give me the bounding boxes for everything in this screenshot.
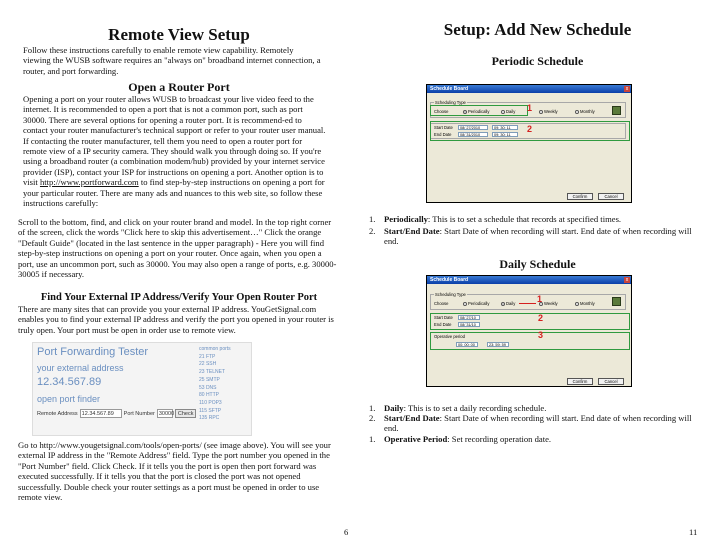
tester-title: Port Forwarding Tester xyxy=(37,346,149,358)
daily-schedule-dialog xyxy=(426,275,632,387)
scroll-instructions-paragraph: Scroll to the bottom, find, and click on your router brand and model. In the top right corner of the screen, click the words "Click here to skip this advertisement…" Click the orange "Default Guide" (located in the last sentence in the upper paragraph) - Here you will find step-by-step instructions on opening a port on your router. Once again, when you open a port, use an uncommon port, such as 30000. You may also open a range of ports, e.g. 30000-30005 if necessary. xyxy=(18,217,337,280)
external-ip-paragraph: There are many sites that can provide you your external IP address. YouGetSignal.com enables you to find your external IP address and verify the port you opened in your router is truly open. Your port must be open in order use to remote view. xyxy=(18,304,334,335)
daily-list-num-2: 2. xyxy=(369,413,376,423)
common-ports-list xyxy=(199,346,251,423)
list-term: Start/End Date xyxy=(384,226,440,236)
external-address-label: your external address xyxy=(37,363,124,373)
operative-period-checkbox[interactable]: Operative period xyxy=(434,334,465,339)
end-date-label: End Date xyxy=(434,132,452,137)
yougetsignal-paragraph: Go to http://www.yougetsignal.com/tools/open-ports/ (see image above). You will see your external IP address in the "Remote Address" field. Type the port number you opened in the "Port Number" field. Click Check. If it tells you the port is open then port forward was executed successfully. If it tells you that the port is closed the port was not opened successfully. Double check your router settings as a port must be opened in order to use remote view. xyxy=(18,440,331,503)
list-text: : Start Date of when recording will start. End date of when recording will end. xyxy=(384,226,692,247)
start-date-label: Start Date xyxy=(434,125,453,130)
radio-monthly-label: Monthly xyxy=(580,301,595,306)
daily-list-item-3 xyxy=(384,434,704,444)
port-number-label: Port Number xyxy=(123,410,155,417)
right-page xyxy=(358,0,717,554)
confirm-button[interactable]: Confirm xyxy=(567,378,593,385)
radio-circle-icon xyxy=(539,110,543,114)
port-number-input[interactable]: 30000 xyxy=(158,411,175,417)
end-date-input[interactable]: 08/ 31/2010 xyxy=(458,132,488,137)
open-port-text-b: to find step-by-step instructions on opening a port for your particular router. There are many ads and nuances to this web site, so follow these instructions carefully: xyxy=(23,177,325,209)
list-term: Start/End Date xyxy=(384,413,440,423)
radio-daily[interactable] xyxy=(501,301,515,306)
dialog-title-bar: Schedule Board xyxy=(427,85,631,93)
heading-daily-schedule: Daily Schedule xyxy=(499,257,576,271)
port-item[interactable]: 23 TELNET xyxy=(199,369,226,376)
marker-1: 1 xyxy=(527,103,533,113)
schedule-icon xyxy=(612,297,621,306)
page-number-left: 6 xyxy=(344,527,349,537)
radio-daily-label: Daily xyxy=(506,109,516,114)
radio-circle-icon xyxy=(575,110,579,114)
close-icon[interactable]: x xyxy=(625,86,629,92)
scheduling-type-label: Scheduling Type xyxy=(435,100,466,105)
end-time-input[interactable]: 09: 30: 11 xyxy=(492,132,518,137)
start-date-input[interactable]: 08/ 27/10 xyxy=(458,315,480,320)
radio-circle-icon xyxy=(501,302,505,306)
cancel-button[interactable]: Cancel xyxy=(598,378,624,385)
cancel-button[interactable]: Cancel xyxy=(598,193,624,200)
radio-monthly[interactable] xyxy=(575,301,595,306)
choose-label: Choose xyxy=(434,109,449,114)
port-item[interactable]: 110 POP3 xyxy=(199,399,222,406)
radio-periodically-label: Periodically xyxy=(468,109,490,114)
close-icon[interactable]: x xyxy=(625,277,629,283)
page-title-remote-view: Remote View Setup xyxy=(108,25,250,44)
list-text: : This is to set a daily recording schedule. xyxy=(403,403,547,413)
marker-3: 3 xyxy=(538,330,544,340)
radio-circle-icon xyxy=(463,302,467,306)
radio-monthly-label: Monthly xyxy=(580,109,595,114)
marker-2: 2 xyxy=(527,124,533,134)
confirm-button[interactable]: Confirm xyxy=(567,193,593,200)
heading-periodic-schedule: Periodic Schedule xyxy=(491,54,584,68)
page-number-right: 11 xyxy=(689,527,698,537)
end-date-input[interactable]: 08/ 31/10 xyxy=(458,322,480,327)
daily-list-num-1: 1. xyxy=(369,403,376,413)
periodic-list-num-1: 1. xyxy=(369,214,376,224)
radio-weekly[interactable] xyxy=(539,109,558,114)
radio-daily-label: Daily xyxy=(506,301,516,306)
start-date-input[interactable]: 08/ 27/2010 xyxy=(458,125,488,130)
marker-1: 1 xyxy=(537,294,543,304)
list-term: Operative Period xyxy=(384,434,448,444)
list-text: : This is to set a schedule that records at specified times. xyxy=(427,214,622,224)
left-page xyxy=(0,0,358,554)
radio-weekly-label: Weekly xyxy=(544,109,558,114)
portforward-link[interactable]: http://www.portforward.com xyxy=(39,177,139,188)
radio-circle-icon xyxy=(575,302,579,306)
radio-periodically[interactable] xyxy=(463,301,489,306)
list-text: : Set recording operation date. xyxy=(447,434,552,444)
dialog-title-bar: Schedule Board xyxy=(427,276,631,284)
schedule-icon xyxy=(612,106,621,115)
heading-open-router-port: Open a Router Port xyxy=(128,80,230,94)
port-item[interactable]: 80 HTTP xyxy=(199,392,220,399)
list-term: Periodically xyxy=(384,214,428,224)
port-item[interactable]: 21 FTP xyxy=(199,353,216,360)
open-port-finder-label: open port finder xyxy=(37,394,101,404)
start-time-input[interactable]: 09: 30: 11 xyxy=(492,125,518,130)
end-date-label: End Date xyxy=(434,322,452,327)
daily-list-item-1 xyxy=(384,403,704,413)
radio-weekly-label: Weekly xyxy=(544,301,558,306)
operative-from-input[interactable]: 00: 00: 00 xyxy=(456,342,478,347)
heading-find-external-ip: Find Your External IP Address/Verify Your Open Router Port xyxy=(40,292,318,303)
radio-monthly[interactable] xyxy=(575,109,595,114)
list-text: : Start Date of when recording will start. End date of when recording will end. xyxy=(384,413,692,434)
common-ports-header: common ports xyxy=(199,346,231,352)
intro-paragraph: Follow these instructions carefully to enable remote view capability. Remotely viewing the WUSB software requires an "always on" broadband internet connection, a router, and port forwarding. xyxy=(23,45,321,76)
tester-form-row xyxy=(37,409,196,418)
daily-list-item-2 xyxy=(384,413,700,434)
scheduling-type-label: Scheduling Type xyxy=(435,292,466,297)
port-item[interactable]: 22 SSH xyxy=(199,361,217,368)
operative-to-input[interactable]: 23: 59: 59 xyxy=(487,342,509,347)
open-port-text-a: Opening a port on your router allows WUSB to broadcast your live video feed to the internet. It is recommended to open a port that is not a common port, such as port 30000. There are several options for opening a router port. It is recommend-ed to contact your router manufacturer's technical support or refer to your router user manual. If contacting the router manufacturer, tell them you need to open a router port for remote view of a IP security camera. They should walk you through doing so. If you're using a broadband router (a combination modem/hub) provided by your internet service provider (ISP), contact your ISP for instructions on opening a port. Another option is to visit xyxy=(23,94,326,188)
marker-arrow xyxy=(519,303,536,304)
scheduling-type-group xyxy=(430,294,626,310)
list-term: Daily xyxy=(384,403,404,413)
port-item[interactable]: 115 SFTP xyxy=(199,407,222,414)
external-ip-value: 12.34.567.89 xyxy=(37,376,102,388)
start-date-label: Start Date xyxy=(434,315,453,320)
remote-address-input[interactable]: 12.34.567.89 xyxy=(80,409,122,418)
choose-label: Choose xyxy=(434,301,449,306)
marker-2: 2 xyxy=(538,313,544,323)
check-button[interactable]: Check xyxy=(175,409,197,418)
periodic-list-num-2: 2. xyxy=(369,226,376,236)
periodic-schedule-dialog xyxy=(426,84,632,203)
port-item[interactable]: 25 SMTP xyxy=(199,376,220,383)
port-item[interactable]: 135 RPC xyxy=(199,415,220,422)
port-forwarding-tester-image xyxy=(32,342,252,436)
port-item[interactable]: 53 DNS xyxy=(199,384,217,391)
open-port-paragraph xyxy=(23,94,328,208)
highlight-box-1 xyxy=(430,105,528,116)
periodic-list-item-2 xyxy=(384,226,700,247)
radio-periodically-label: Periodically xyxy=(468,301,490,306)
remote-address-label: Remote Address xyxy=(37,410,78,417)
daily-list-num-3: 1. xyxy=(369,434,376,444)
periodic-list-item-1 xyxy=(384,214,704,224)
page-title-add-schedule: Setup: Add New Schedule xyxy=(443,20,632,39)
